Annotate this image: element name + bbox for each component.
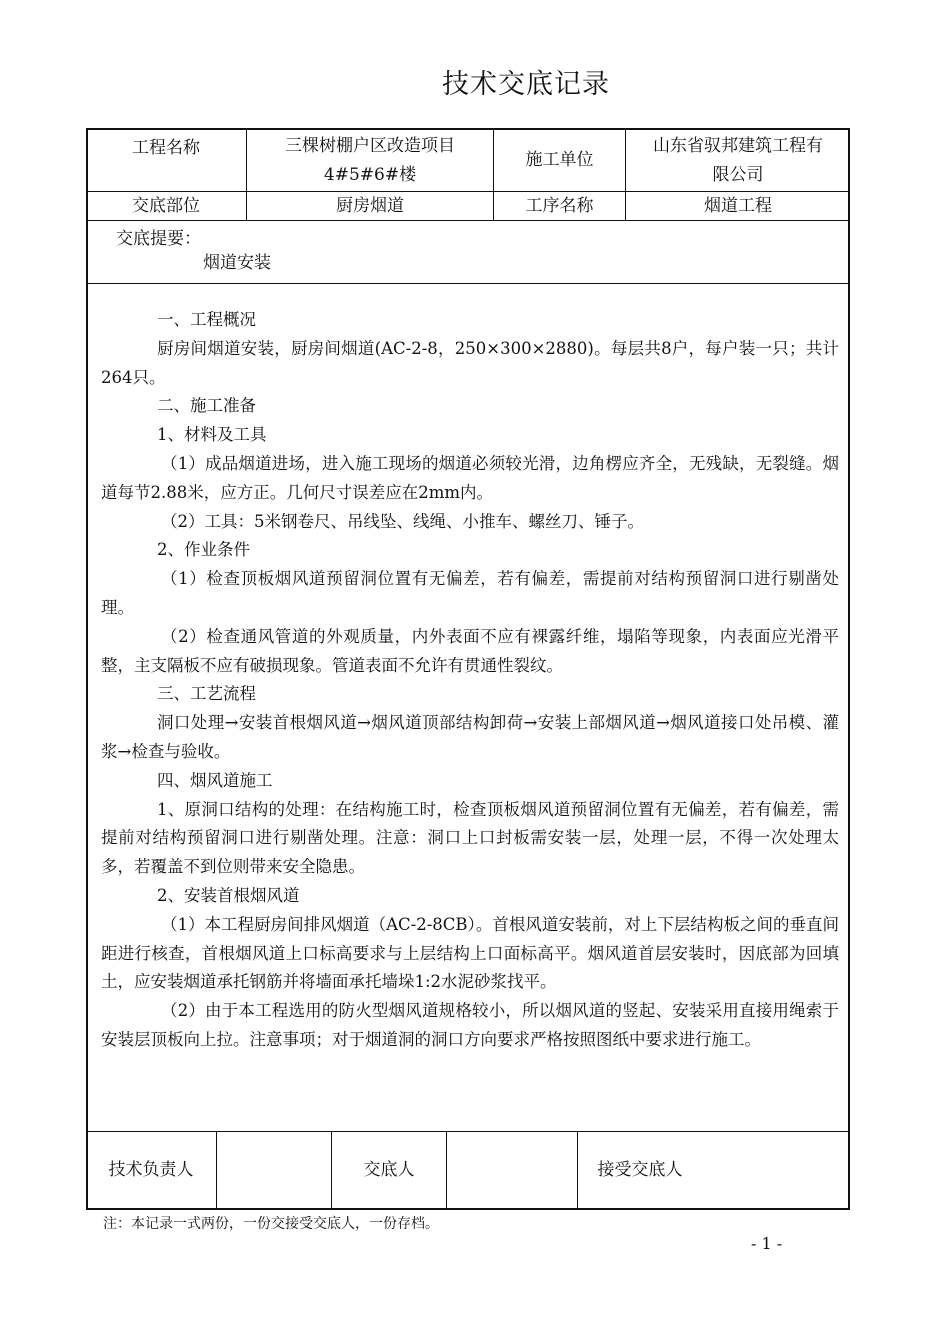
row-divider	[86, 283, 850, 284]
disclosure-content	[101, 306, 839, 1055]
process-value: 烟道工程	[704, 195, 772, 216]
subsection-heading: 2、安装首根烟风道	[157, 885, 300, 905]
paragraph: （2）检查通风管道的外观质量，内外表面不应有裸露纤维，塌陷等现象，内表面应光滑平整，主支隔板不应有破损现象。管道表面不允许有贯通性裂纹。	[101, 626, 839, 675]
contractor-label: 施工单位	[525, 150, 594, 170]
location-value: 厨房烟道	[336, 195, 404, 216]
summary-label: 交底提要：	[116, 229, 201, 249]
footer-note: 注：本记录一式两份，一份交接受交底人，一份存档。	[103, 1216, 439, 1232]
paragraph: （2）工具：5米钢卷尺、吊线坠、线绳、小推车、螺丝刀、锤子。	[161, 511, 644, 531]
subsection-heading: 2、作业条件	[157, 540, 250, 560]
discloser-signature-field[interactable]	[447, 1132, 577, 1208]
section-heading: 一、工程概况	[157, 310, 256, 329]
project-name-label: 工程名称	[132, 137, 200, 158]
tech-lead-label: 技术负责人	[108, 1159, 194, 1180]
contractor-value	[626, 132, 850, 190]
section-heading: 四、烟风道施工	[157, 770, 273, 790]
project-name-value	[247, 132, 493, 190]
section-heading: 二、施工准备	[157, 396, 256, 416]
project-name-line2: 4#5#6#楼	[323, 165, 417, 185]
paragraph: （1）本工程厨房间排风烟道（AC-2-8CB）。首根风道安装前，对上下层结构板之间的垂直间距进行核查，首根烟风道上口标高要求与上层结构上口面标高平。烟风道首层安装时，因底部为回填土，应安装烟道承托钢筋并将墙面承托墙垛1:2水泥砂浆找平。	[101, 914, 839, 992]
paragraph: 厨房间烟道安装，厨房间烟道(AC-2-8，250×300×2880)。每层共8户，每户装一只；共计264只。	[101, 338, 839, 387]
document-title: 技术交底记录	[442, 69, 610, 100]
paragraph: 1、原洞口结构的处理：在结构施工时，检查顶板烟风道预留洞位置有无偏差，若有偏差，需提前对结构预留洞口进行剔凿处理。注意：洞口上口封板需安装一层，处理一层，不得一次处理太多，若覆盖不到位则带来安全隐患。	[101, 799, 839, 877]
paragraph: （1）成品烟道进场，进入施工现场的烟道必须较光滑，边角楞应齐全，无残缺，无裂缝。烟道每节2.88米，应方正。几何尺寸误差应在2mm内。	[101, 453, 839, 502]
tech-lead-signature-field[interactable]	[217, 1132, 331, 1208]
subsection-heading: 1、材料及工具	[157, 425, 267, 445]
contractor-line2: 限公司	[712, 165, 764, 185]
discloser-label: 交底人	[363, 1159, 415, 1180]
paragraph: （1）检查顶板烟风道预留洞位置有无偏差，若有偏差，需提前对结构预留洞口进行剔凿处理。	[101, 569, 839, 617]
contractor-line1: 山东省驭邦建筑工程有	[653, 136, 823, 156]
summary-value: 烟道安装	[203, 253, 271, 273]
receiver-signature-field[interactable]	[702, 1132, 850, 1208]
receiver-label: 接受交底人	[597, 1159, 683, 1180]
project-name-line1: 三棵树棚户区改造项目	[285, 136, 455, 156]
location-label: 交底部位	[132, 195, 200, 216]
page-number: - 1 -	[751, 1234, 783, 1253]
paragraph: （2）由于本工程选用的防火型烟风道规格较小，所以烟风道的竖起、安装采用直接用绳索于安装层顶板向上拉。注意事项；对于烟道洞的洞口方向要求严格按照图纸中要求进行施工。	[101, 1001, 839, 1049]
section-heading: 三、工艺流程	[157, 684, 256, 704]
paragraph: 洞口处理→安装首根烟风道→烟风道顶部结构卸荷→安装上部烟风道→烟风道接口处吊模、灌浆→检查与验收。	[101, 713, 839, 761]
process-label: 工序名称	[525, 195, 594, 216]
